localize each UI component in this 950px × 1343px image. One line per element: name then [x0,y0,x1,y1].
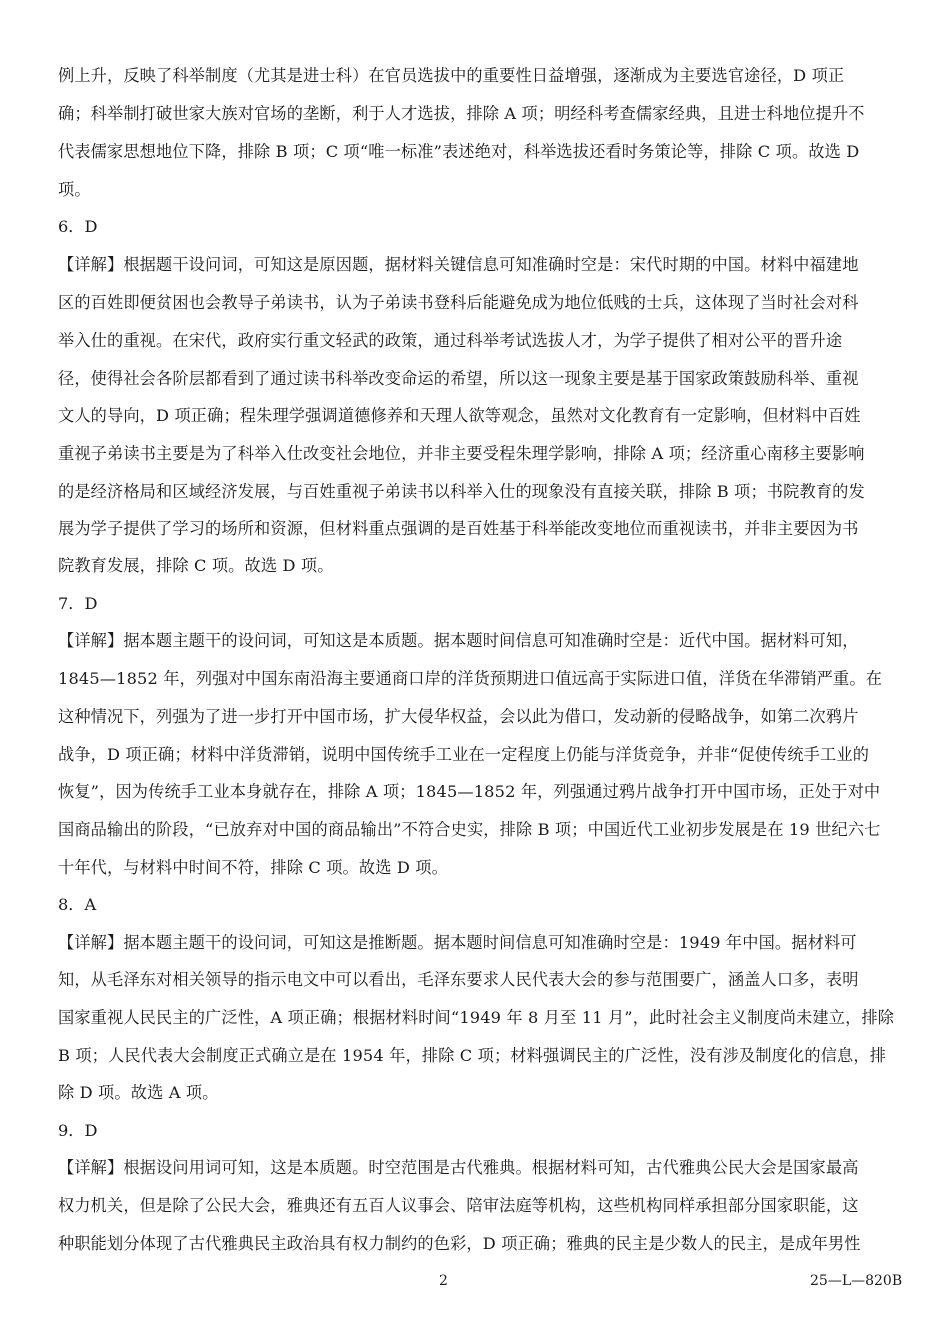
answer-heading: 7．D [58,594,98,613]
text-line: 【详解】据本题主题干的设问词，可知这是推断题。据本题时间信息可知准确时空是：1949 年中国。据材料可 [58,933,857,952]
text-line: 除 D 项。故选 A 项。 [58,1083,219,1102]
text-line: 权力机关，但是除了公民大会，雅典还有五百人议事会、陪审法庭等机构，这些机构同样承担部分国家职能，这 [58,1196,859,1215]
text-line: 种职能划分体现了古代雅典民主政治具有权力制约的色彩，D 项正确；雅典的民主是少数人的民主，是成年男性 [58,1234,861,1253]
exam-code: 25—L—820B [810,1273,903,1289]
text-line: 院教育发展，排除 C 项。故选 D 项。 [58,556,334,575]
text-line: 文人的导向，D 项正确；程朱理学强调道德修养和天理人欲等观念，虽然对文化教育有一定影响，但材料中百姓 [58,406,861,425]
text-line: 径，使得社会各阶层都看到了通过读书科举改变命运的希望，所以这一现象主要是基于国家政策鼓励科举、重视 [58,369,859,388]
text-line: 代表儒家思想地位下降，排除 B 项；C 项“唯一标准”表述绝对，科举选拔还看时务策论等，排除 C 项。故选 D [58,142,860,161]
text-line: 确；科举制打破世家大族对官场的垄断，利于人才选拔，排除 A 项；明经科考查儒家经典，且进士科地位提升不 [58,104,865,123]
text-line: 战争，D 项正确；材料中洋货滞销，说明中国传统手工业在一定程度上仍能与洋货竞争，并非“促使传统手工业的 [58,745,870,764]
text-line: 重视子弟读书主要是为了科举入仕改变社会地位，并非主要受程朱理学影响，排除 A 项；经济重心南移主要影响 [58,444,865,463]
text-line: 项。 [58,180,91,199]
answer-heading: 6．D [58,217,98,236]
page-number: 2 [439,1273,448,1289]
text-line: 【详解】根据题干设问词，可知这是原因题，据材料关键信息可知准确时空是：宋代时期的中国。材料中福建地 [58,255,859,274]
text-line: 展为学子提供了学习的场所和资源，但材料重点强调的是百姓基于科举能改变地位而重视读书，并非主要因为书 [58,519,859,538]
text-line: 1845—1852 年，列强对中国东南沿海主要通商口岸的洋货预期进口值远高于实际进口值，洋货在华滞销严重。在 [58,669,883,688]
answer-heading: 8．A [58,895,97,914]
text-line: 【详解】据本题主题干的设问词，可知这是本质题。据本题时间信息可知准确时空是：近代中国。据材料可知， [58,631,859,650]
text-line: 区的百姓即便贫困也会教导子弟读书，认为子弟读书登科后能避免成为地位低贱的士兵，这体现了当时社会对科 [58,293,859,312]
text-line: 例上升，反映了科举制度（尤其是进士科）在官员选拔中的重要性日益增强，逐渐成为主要选官途径，D 项正 [58,66,845,85]
text-line: 国家重视人民民主的广泛性，A 项正确；根据材料时间“1949 年 8 月至 11 月”，此时社会主义制度尚未建立，排除 [58,1008,895,1027]
text-line: 这种情况下，列强为了进一步打开中国市场，扩大侵华权益，会以此为借口，发动新的侵略战争，如第二次鸦片 [58,707,859,726]
text-line: 恢复”，因为传统手工业本身就存在，排除 A 项；1845—1852 年，列强通过鸦片战争打开中国市场，正处于对中 [58,782,881,801]
text-line: 举入仕的重视。在宋代，政府实行重文轻武的政策，通过科举考试选拔人才，为学子提供了相对公平的晋升途 [58,331,843,350]
answer-heading: 9．D [58,1121,98,1140]
text-line: 国商品输出的阶段，“已放弃对中国的商品输出”不符合史实，排除 B 项；中国近代工业初步发展是在 19 世纪六七 [58,820,881,839]
text-line: 【详解】根据设问用词可知，这是本质题。时空范围是古代雅典。根据材料可知，古代雅典公民大会是国家最高 [58,1158,859,1177]
text-line: 知，从毛泽东对相关领导的指示电文中可以看出，毛泽东要求人民代表大会的参与范围要广，涵盖人口多，表明 [58,970,859,989]
text-line: 十年代，与材料中时间不符，排除 C 项。故选 D 项。 [58,858,448,877]
text-line: B 项；人民代表大会制度正式确立是在 1954 年，排除 C 项；材料强调民主的广泛性，没有涉及制度化的信息，排 [58,1046,887,1065]
text-line: 的是经济格局和区域经济发展，与百姓重视子弟读书以科举入仕的现象没有直接关联，排除 B 项；书院教育的发 [58,482,865,501]
